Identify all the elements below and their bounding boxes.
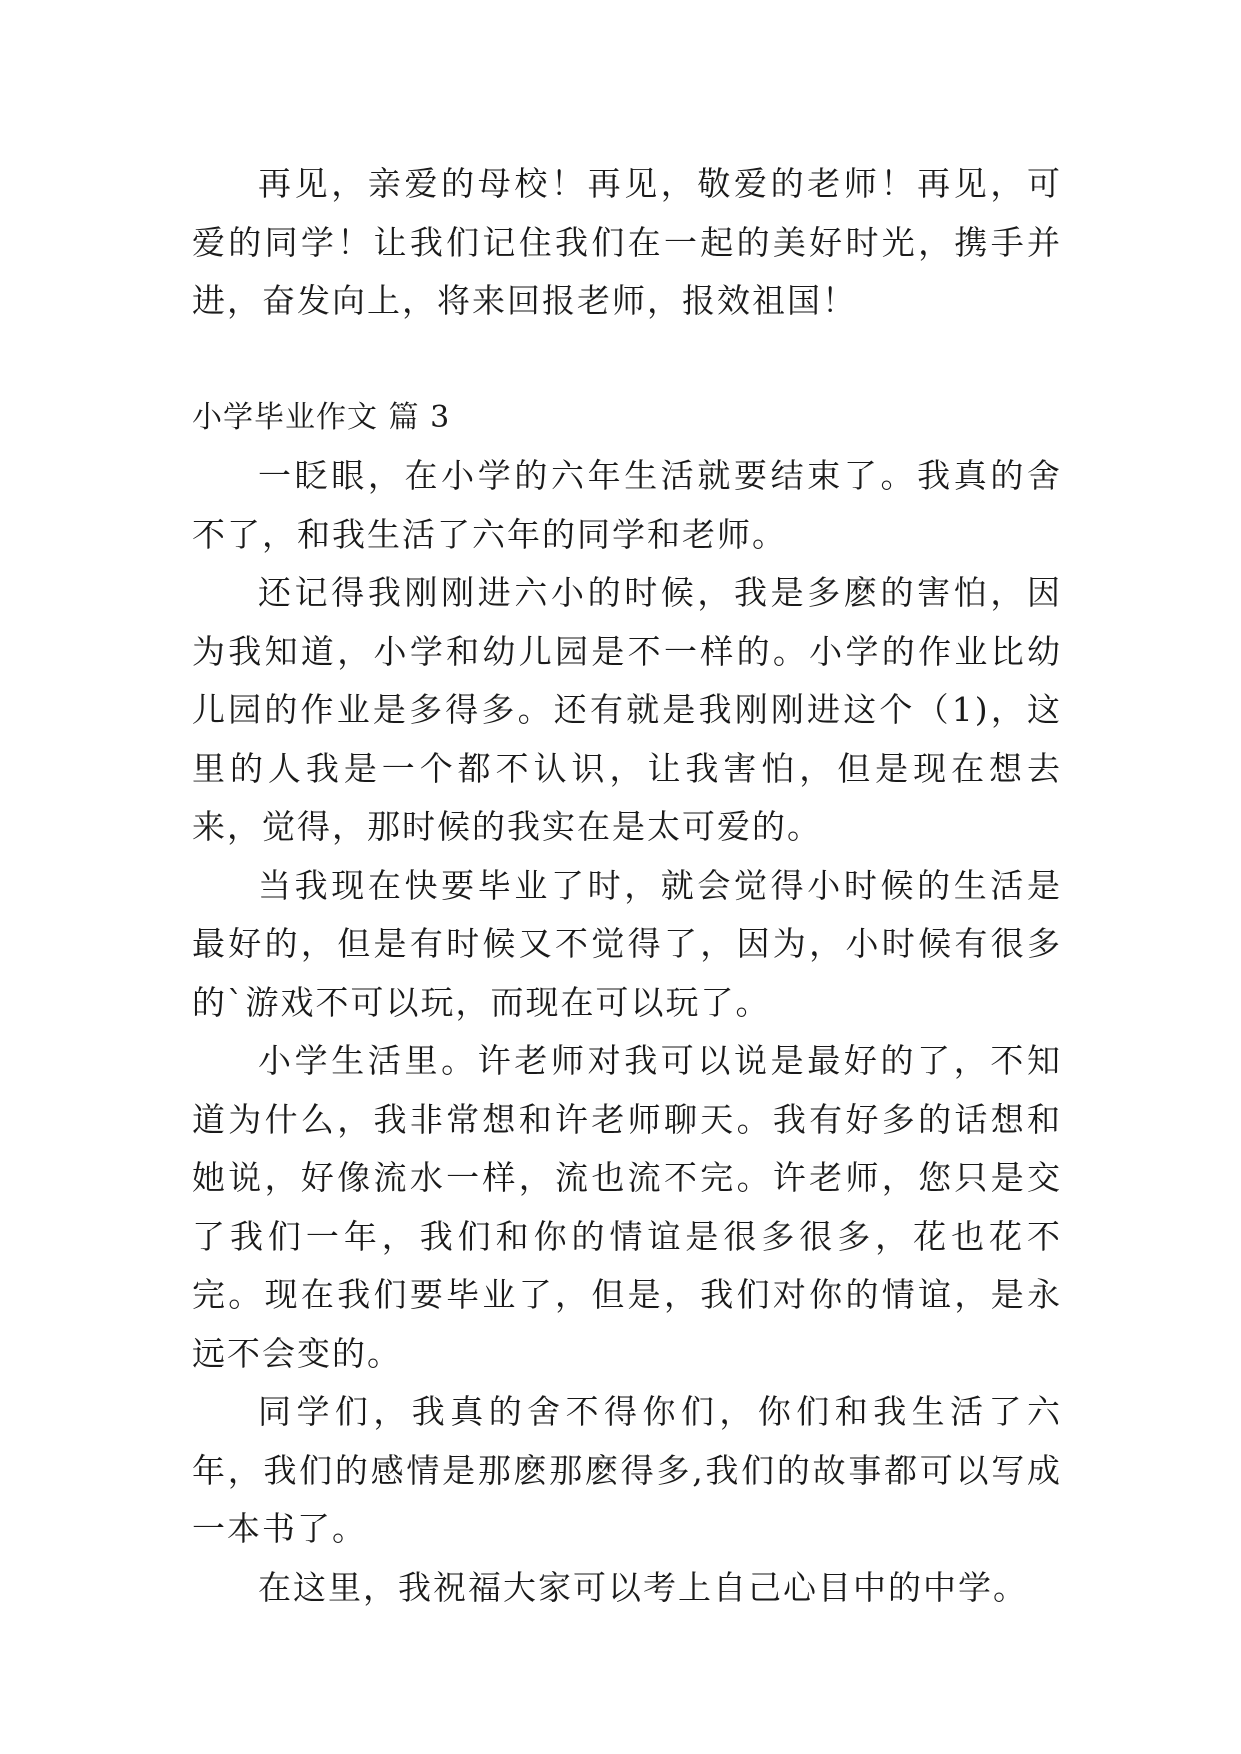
paragraph-4: 小学生活里。许老师对我可以说是最好的了，不知道为什么，我非常想和许老师聊天。我有好多的话想和她说，好像流水一样，流也流不完。许老师，您只是交了我们一年，我们和你的情谊是很多很多，花也花不完。现在我们要毕业了，但是，我们对你的情谊，是永远不会变的。 [192,1041,1062,1373]
closing-paragraph: 再见，亲爱的母校！再见，敬爱的老师！再见，可爱的同学！让我们记住我们在一起的美好时光，携手并进，奋发向上，将来回报老师，报效祖国！ [192,164,1062,320]
paragraph-6: 在这里，我祝福大家可以考上自己心目中的中学。 [258,1567,1028,1607]
paragraph-5: 同学们，我真的舍不得你们，你们和我生活了六年，我们的感情是那麽那麽得多,我们的故事都可以写成一本书了。 [192,1392,1062,1548]
paragraph-3: 当我现在快要毕业了时，就会觉得小时候的生活是最好的，但是有时候又不觉得了，因为，小时候有很多的`游戏不可以玩，而现在可以玩了。 [192,865,1062,1022]
document-body [192,155,1062,1617]
paragraph-2: 还记得我刚刚进六小的时候，我是多麽的害怕，因为我知道，小学和幼儿园是不一样的。小学的作业比幼儿园的作业是多得多。还有就是我刚刚进这个（1)，这里的人我是一个都不认识，让我害怕，但是现在想去来，觉得，那时候的我实在是太可爱的。 [192,573,1062,846]
section-heading: 小学毕业作文 篇 3 [192,399,451,435]
section-gap [192,331,1062,389]
paragraph-1: 一眨眼，在小学的六年生活就要结束了。我真的舍不了，和我生活了六年的同学和老师。 [192,456,1062,554]
